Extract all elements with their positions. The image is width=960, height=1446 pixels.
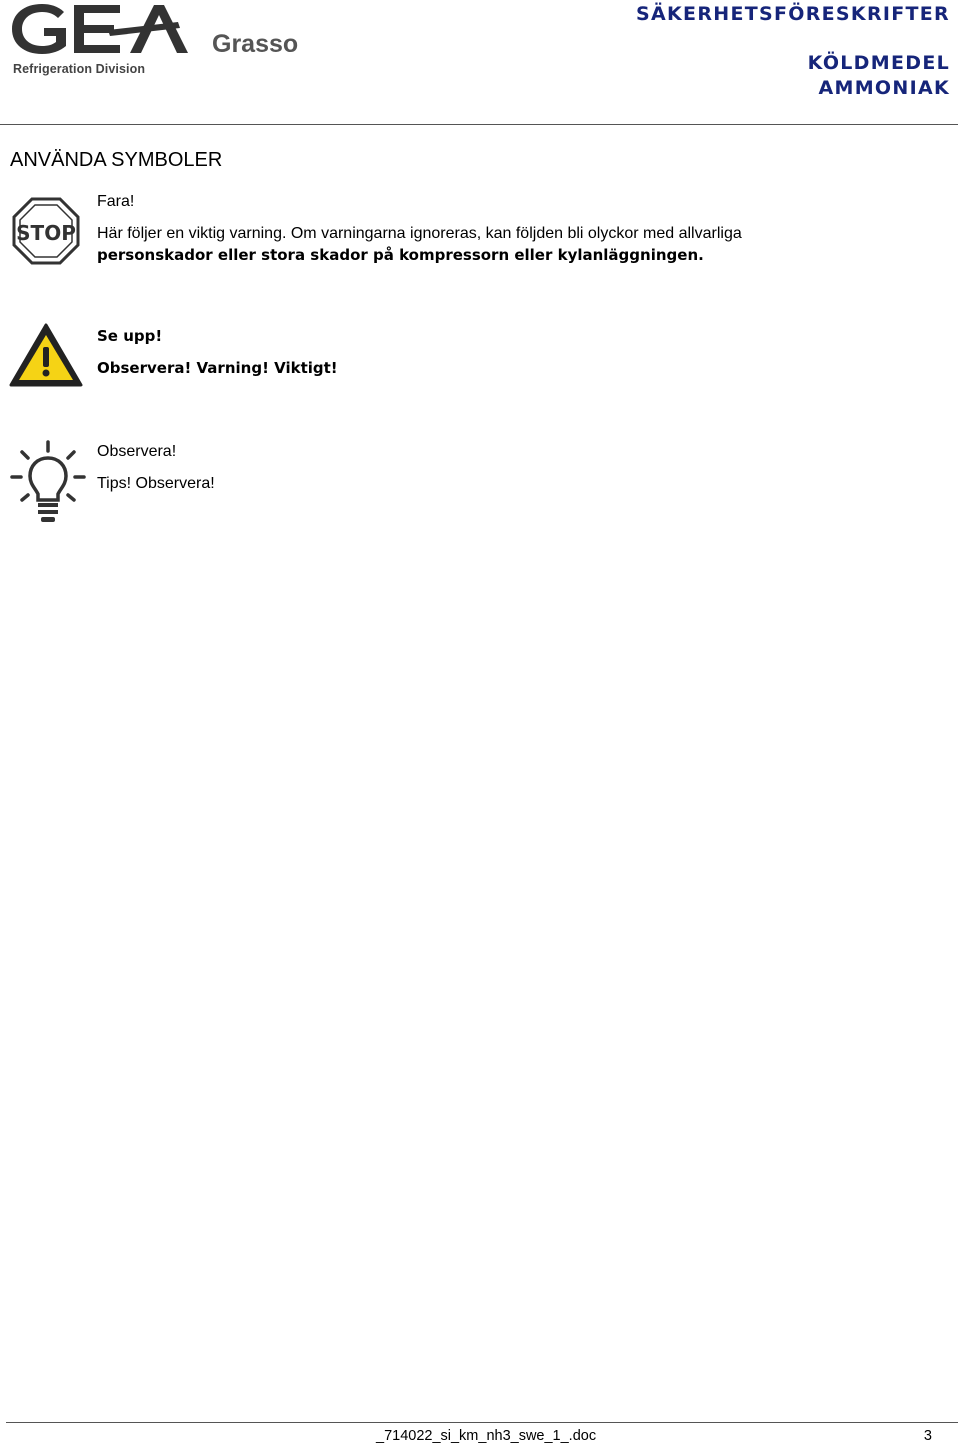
division-name: Refrigeration Division xyxy=(13,62,146,76)
caution-label: Se upp! xyxy=(97,327,163,345)
document-subtitle-line1: KÖLDMEDEL xyxy=(807,52,950,74)
tip-description: Tips! Observera! xyxy=(97,475,215,492)
section-title: ANVÄNDA SYMBOLER xyxy=(10,149,223,171)
lightbulb-icon xyxy=(10,440,86,531)
svg-text:STOP: STOP xyxy=(16,221,76,245)
note-label: Observera! xyxy=(97,443,177,460)
danger-description-line1: Här följer en viktig varning. Om varningarna ignoreras, kan följden bli olyckor med allvarliga xyxy=(97,225,742,242)
danger-description-line2: personskador eller stora skador på kompressorn eller kylanläggningen. xyxy=(97,246,704,264)
danger-label: Fara! xyxy=(97,193,135,210)
document-subtitle-line2: AMMONIAK xyxy=(818,77,950,99)
stop-sign-icon xyxy=(12,197,80,270)
warning-triangle-icon xyxy=(9,322,83,393)
document-title: SÄKERHETSFÖRESKRIFTER xyxy=(636,3,950,25)
brand-name: Grasso xyxy=(212,30,298,58)
footer-divider xyxy=(6,1422,958,1423)
header-divider xyxy=(0,124,958,125)
page-number: 3 xyxy=(923,1428,932,1444)
footer-filename: _714022_si_km_nh3_swe_1_.doc xyxy=(376,1428,597,1444)
caution-description: Observera! Varning! Viktigt! xyxy=(97,359,338,377)
gea-logo-mark xyxy=(8,0,298,62)
